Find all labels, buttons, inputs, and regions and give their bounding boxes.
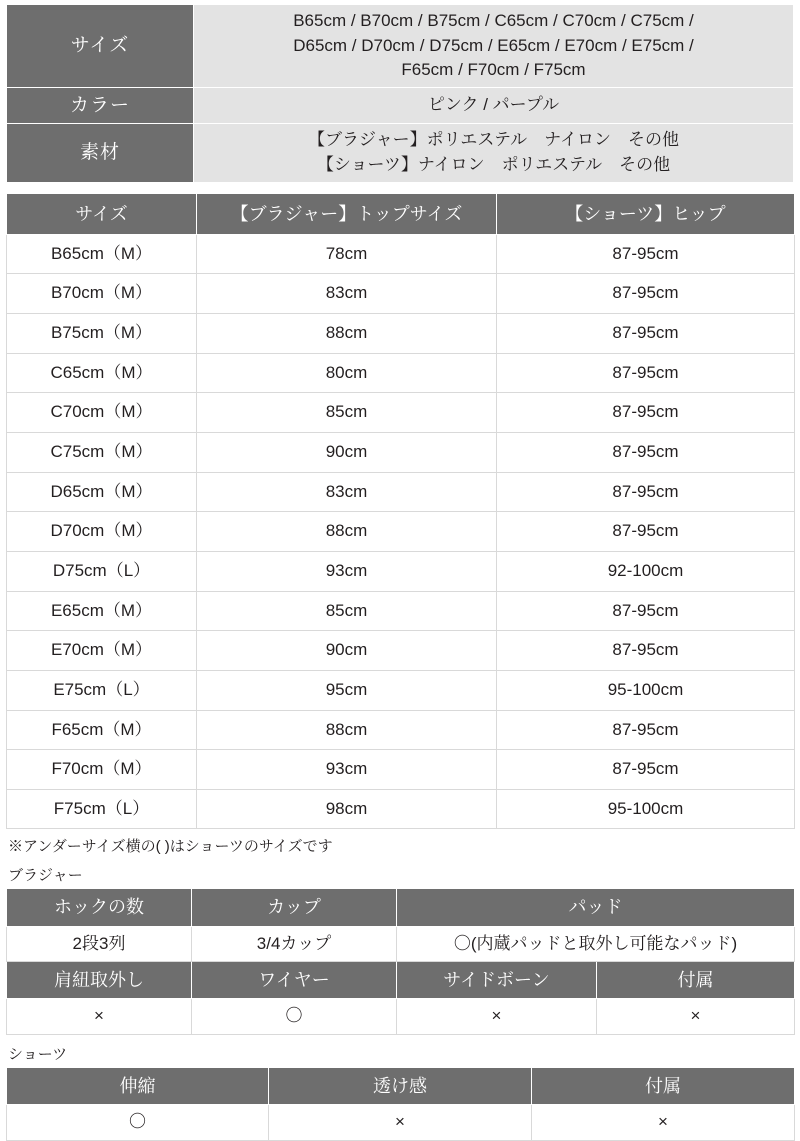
bra-top-cell: 83cm	[197, 472, 497, 512]
spec-color-line-1: ピンク / パープル	[427, 95, 560, 115]
bra-top-cell: 85cm	[197, 591, 497, 631]
size-cell: D70cm（M）	[7, 512, 197, 552]
shorts-value-transparency: ×	[269, 1105, 532, 1141]
bra-value-hooks: 2段3列	[7, 926, 192, 962]
spec-material-line-2: 【ショーツ】ナイロン ポリエステル その他	[316, 155, 671, 175]
table-row	[7, 472, 795, 512]
shorts-hip-cell: 87-95cm	[497, 234, 795, 274]
table-row	[7, 1105, 795, 1141]
size-col-header-size: サイズ	[7, 193, 197, 234]
bra-top-cell: 93cm	[197, 750, 497, 790]
size-cell: C65cm（M）	[7, 353, 197, 393]
table-row	[7, 670, 795, 710]
shorts-header-transparency: 透け感	[269, 1067, 532, 1104]
shorts-value-stretch: 〇	[7, 1105, 269, 1141]
table-row	[7, 926, 795, 962]
bra-top-cell: 90cm	[197, 433, 497, 473]
table-row	[7, 87, 794, 124]
spec-label-material: 素材	[7, 124, 194, 182]
size-cell: C75cm（M）	[7, 433, 197, 473]
shorts-hip-cell: 95-100cm	[497, 789, 795, 829]
shorts-value-accessory: ×	[532, 1105, 795, 1141]
size-cell: F65cm（M）	[7, 710, 197, 750]
size-cell: D65cm（M）	[7, 472, 197, 512]
shorts-hip-cell: 87-95cm	[497, 631, 795, 671]
bra-header-pad: パッド	[397, 889, 795, 926]
spec-table	[6, 4, 794, 183]
bra-value-pad: 〇(内蔵パッドと取外し可能なパッド)	[397, 926, 795, 962]
table-row	[7, 314, 795, 354]
size-cell: E75cm（L）	[7, 670, 197, 710]
shorts-section-title: ショーツ	[8, 1045, 68, 1063]
bra-top-cell: 78cm	[197, 234, 497, 274]
bra-value-wire: 〇	[192, 999, 397, 1035]
shorts-hip-cell: 87-95cm	[497, 433, 795, 473]
spec-size-line-1: B65cm / B70cm / B75cm / C65cm / C70cm / C75cm /	[293, 11, 694, 30]
bra-header-accessory: 付属	[597, 962, 795, 999]
table-row	[7, 274, 795, 314]
table-header-row	[7, 889, 795, 926]
table-row	[7, 353, 795, 393]
spec-label-color: カラー	[7, 87, 194, 124]
table-row	[7, 789, 795, 829]
table-row	[7, 234, 795, 274]
bra-top-cell: 93cm	[197, 551, 497, 591]
bra-header-cup: カップ	[192, 889, 397, 926]
bra-top-cell: 88cm	[197, 314, 497, 354]
shorts-hip-cell: 87-95cm	[497, 710, 795, 750]
bra-value-side-bone: ×	[397, 999, 597, 1035]
shorts-header-accessory: 付属	[532, 1067, 795, 1104]
shorts-hip-cell: 87-95cm	[497, 750, 795, 790]
size-col-header-shorts-hip: 【ショーツ】ヒップ	[497, 193, 795, 234]
size-cell: B65cm（M）	[7, 234, 197, 274]
shorts-hip-cell: 87-95cm	[497, 274, 795, 314]
spec-value-color	[194, 87, 794, 124]
table-row	[7, 710, 795, 750]
bra-header-side-bone: サイドボーン	[397, 962, 597, 999]
size-chart-table	[6, 193, 795, 830]
bra-header-hooks: ホックの数	[7, 889, 192, 926]
bra-attribute-table	[6, 888, 795, 1034]
size-cell: E65cm（M）	[7, 591, 197, 631]
table-row	[7, 631, 795, 671]
table-row	[7, 5, 794, 88]
bra-top-cell: 80cm	[197, 353, 497, 393]
bra-top-cell: 98cm	[197, 789, 497, 829]
table-header-row	[7, 1067, 795, 1104]
bra-top-cell: 83cm	[197, 274, 497, 314]
spec-value-material	[194, 124, 794, 182]
spec-size-line-3: F65cm / F70cm / F75cm	[401, 60, 586, 80]
bra-value-accessory: ×	[597, 999, 795, 1035]
bra-header-wire: ワイヤー	[192, 962, 397, 999]
shorts-hip-cell: 87-95cm	[497, 353, 795, 393]
shorts-header-stretch: 伸縮	[7, 1067, 269, 1104]
table-row	[7, 551, 795, 591]
size-cell: C70cm（M）	[7, 393, 197, 433]
table-row	[7, 591, 795, 631]
bra-header-strap-removable: 肩紐取外し	[7, 962, 192, 999]
bra-top-cell: 88cm	[197, 512, 497, 552]
bra-value-strap-removable: ×	[7, 999, 192, 1035]
size-cell: B75cm（M）	[7, 314, 197, 354]
size-cell: F70cm（M）	[7, 750, 197, 790]
table-row	[7, 999, 795, 1035]
table-row	[7, 124, 794, 182]
size-cell: D75cm（L）	[7, 551, 197, 591]
shorts-hip-cell: 87-95cm	[497, 512, 795, 552]
spec-label-size: サイズ	[7, 5, 194, 88]
table-row	[7, 393, 795, 433]
size-cell: B70cm（M）	[7, 274, 197, 314]
bra-top-cell: 90cm	[197, 631, 497, 671]
bra-value-cup: 3/4カップ	[192, 926, 397, 962]
spec-value-size	[194, 5, 794, 88]
bra-top-cell: 95cm	[197, 670, 497, 710]
spec-size-line-2: D65cm / D70cm / D75cm / E65cm / E70cm / E75cm /	[293, 35, 694, 55]
table-header-row	[7, 962, 795, 999]
size-cell: E70cm（M）	[7, 631, 197, 671]
shorts-hip-cell: 92-100cm	[497, 551, 795, 591]
table-row	[7, 512, 795, 552]
shorts-attribute-table	[6, 1067, 795, 1141]
spec-material-line-1: 【ブラジャー】ポリエステル ナイロン その他	[308, 130, 679, 150]
shorts-hip-cell: 87-95cm	[497, 472, 795, 512]
shorts-hip-cell: 87-95cm	[497, 314, 795, 354]
table-header-row	[7, 193, 795, 234]
size-col-header-bra-top: 【ブラジャー】トップサイズ	[197, 193, 497, 234]
table-row	[7, 433, 795, 473]
bra-section-title: ブラジャー	[8, 867, 83, 885]
shorts-hip-cell: 87-95cm	[497, 393, 795, 433]
shorts-hip-cell: 87-95cm	[497, 591, 795, 631]
bra-top-cell: 85cm	[197, 393, 497, 433]
size-cell: F75cm（L）	[7, 789, 197, 829]
table-row	[7, 750, 795, 790]
size-note: ※アンダーサイズ横の( )はショーツのサイズです	[8, 838, 333, 856]
shorts-hip-cell: 95-100cm	[497, 670, 795, 710]
bra-top-cell: 88cm	[197, 710, 497, 750]
